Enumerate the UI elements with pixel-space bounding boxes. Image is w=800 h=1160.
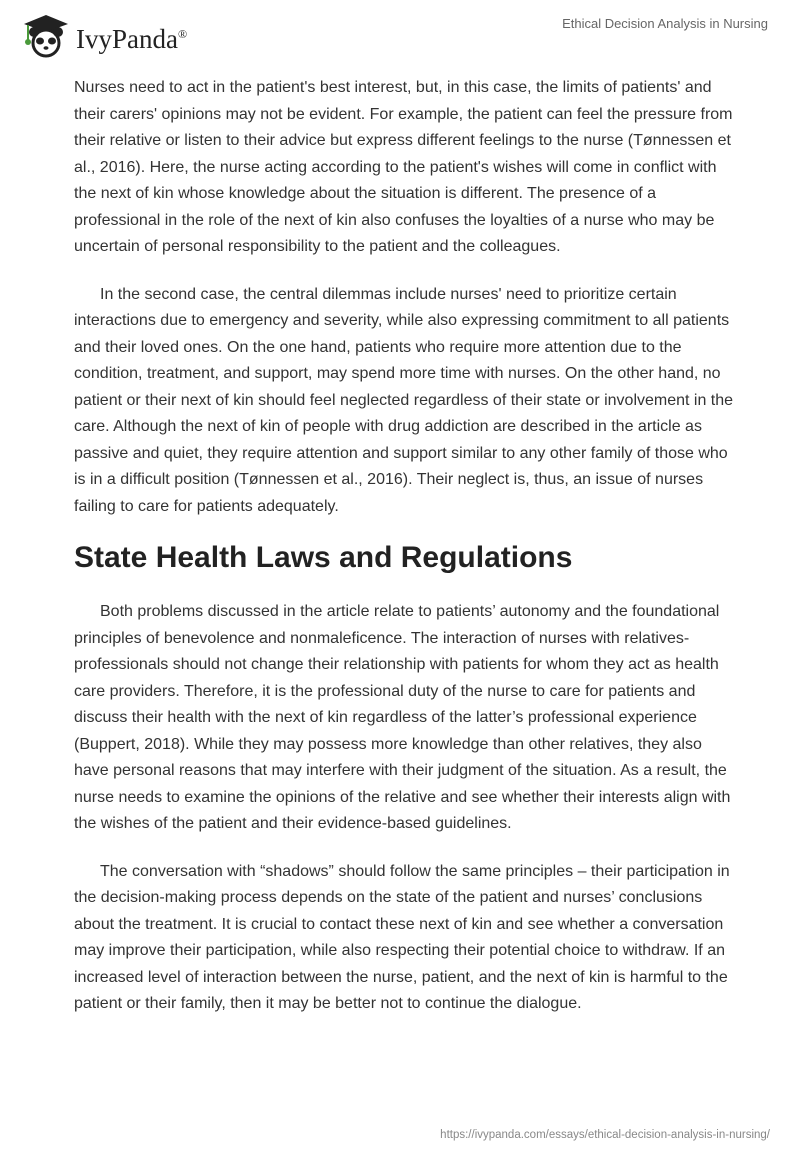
source-url[interactable]: https://ivypanda.com/essays/ethical-decision-analysis-in-nursing/ <box>440 1129 770 1141</box>
logo-text: IvyPanda® <box>76 23 188 54</box>
document-title: Ethical Decision Analysis in Nursing <box>562 16 768 31</box>
panda-logo-icon <box>18 12 74 58</box>
paragraph: Both problems discussed in the article relate to patients’ autonomy and the foundational principles of benevolence and nonmaleficence. The interaction of nurses with relatives-professionals should not change their relationship with patients for whom they act as health care providers. Therefore, it is the professional duty of the nurse to care for patients and discuss their health with the next of kin regardless of the latter’s professional experience (Buppert, 2018). While they may possess more knowledge than other relatives, they also have personal reasons that may interfere with their judgment of the situation. As a result, the nurse needs to examine the opinions of the relative and see whether their interests align with the wishes of the patient and their evidence-based guidelines. <box>74 603 731 832</box>
section-heading: State Health Laws and Regulations <box>74 541 573 574</box>
paragraph: The conversation with “shadows” should follow the same principles – their participation in the decision-making process depends on the state of the patient and nurses’ conclusions about the treatment. It is crucial to contact these next of kin and see whether a conversation may improve their participation, while also respecting their potential choice to withdraw. If an increased level of interaction between the nurse, patient, and the next of kin is harmful to the patient or their family, then it may be better not to continue the dialogue. <box>74 862 730 1012</box>
paragraph: In the second case, the central dilemmas include nurses' need to prioritize certain interactions due to emergency and severity, while also expressing commitment to all patients and their loved ones. On the one hand, patients who require more attention due to the condition, treatment, and support, may spend more time with nurses. On the other hand, no patient or their next of kin should feel neglected regardless of their state or involvement in the care. Although the next of kin of people with drug addiction are described in the article as passive and quiet, they require attention and support similar to any other family of those who is in a difficult position (Tønnessen et al., 2016). Their neglect is, thus, an issue of nurses failing to care for patients adequately. <box>74 285 734 515</box>
paragraph: Nurses need to act in the patient's best interest, but, in this case, the limits of patients' and their carers' opinions may not be evident. For example, the patient can feel the pressure from their relative or listen to their advice but express different feelings to the nurse (Tønnessen et al., 2016). Here, the nurse acting according to the patient's wishes will come in conflict with the next of kin whose knowledge about the situation is different. The presence of a professional in the role of the next of kin also confuses the loyalties of a nurse who may be uncertain of personal responsibility to the patient and the colleagues. <box>74 79 733 255</box>
logo[interactable] <box>18 12 187 58</box>
article-body <box>74 75 734 1039</box>
